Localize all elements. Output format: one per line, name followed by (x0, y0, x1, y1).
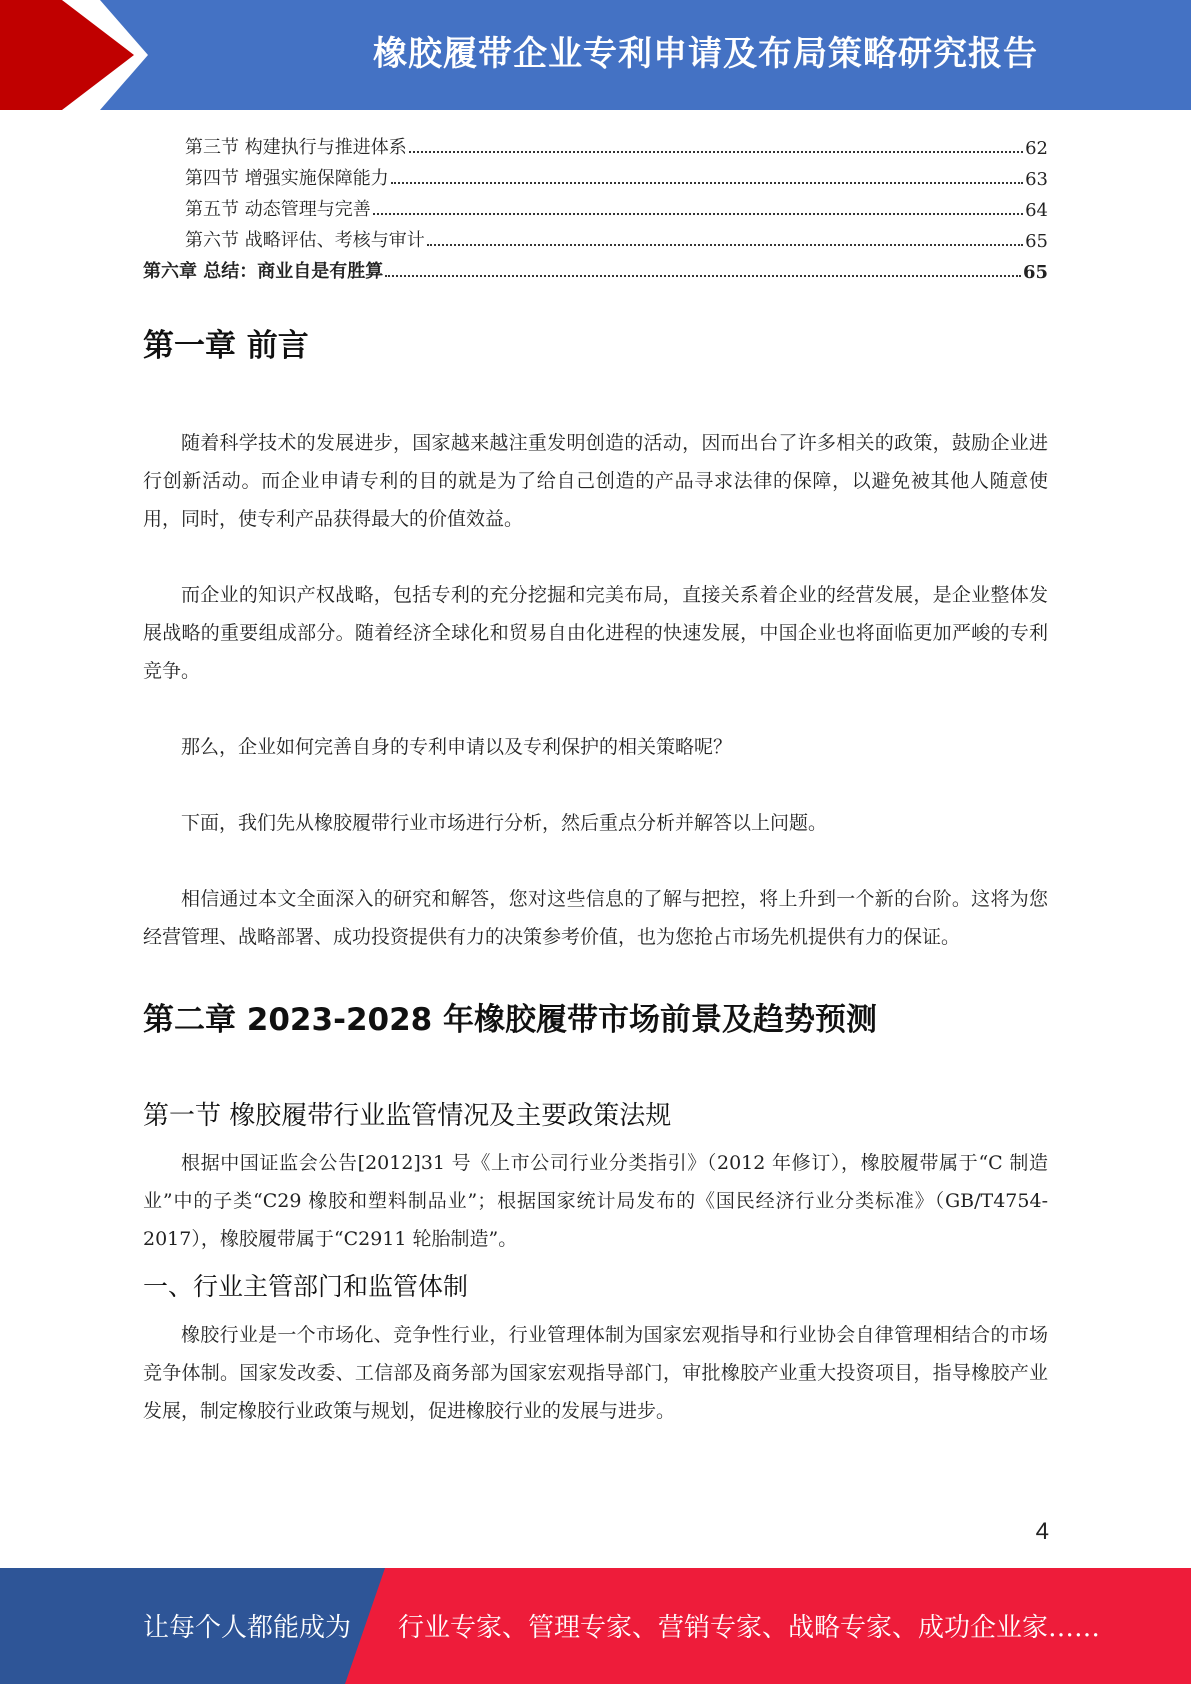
toc-entry-page: 62 (1025, 138, 1048, 159)
toc-entry-title: 第六节 战略评估、考核与审计 (185, 230, 425, 251)
toc-leader-dots (391, 181, 1023, 184)
toc-entry[interactable] (143, 221, 1048, 252)
toc-entry-page: 63 (1025, 169, 1048, 190)
toc-leader-dots (409, 150, 1023, 153)
toc-entry-page: 64 (1025, 200, 1048, 221)
paragraph: 随着科学技术的发展进步，国家越来越注重发明创造的活动，因而出台了许多相关的政策，鼓励企业进行创新活动。而企业申请专利的目的就是为了给自己创造的产品寻求法律的保障，以避免被其他人随意使用，同时，使专利产品获得最大的价值效益。 (143, 432, 1048, 530)
section-1-heading: 第一节 橡胶履带行业监管情况及主要政策法规 (143, 1101, 672, 1131)
footer-slogan-left: 让每个人都能成为 (143, 1613, 352, 1643)
paragraph: 下面，我们先从橡胶履带行业市场进行分析，然后重点分析并解答以上问题。 (181, 812, 828, 834)
paragraph: 根据中国证监会公告[2012]31 号《上市公司行业分类指引》（2012 年修订），橡胶履带属于“C 制造业”中的子类“C29 橡胶和塑料制品业”；根据国家统计局发布的《国民经济行业分类标准》（GB/T4754-2017），橡胶履带属于“C2911 轮胎制造”。 (143, 1152, 1048, 1250)
toc-entry-title: 第四节 增强实施保障能力 (185, 168, 389, 189)
paragraph: 那么，企业如何完善自身的专利申请以及专利保护的相关策略呢？ (181, 736, 733, 758)
toc-entry-page: 65 (1025, 231, 1048, 252)
chapter-1-heading: 第一章 前言 (143, 328, 309, 364)
toc-entry[interactable] (143, 190, 1048, 221)
toc-entry-title: 第六章 总结：商业自是有胜算 (143, 261, 384, 282)
toc-leader-dots (373, 212, 1023, 215)
toc-entry-chapter[interactable] (143, 252, 1048, 283)
main-content (143, 320, 1048, 1430)
page-header (0, 0, 1191, 110)
toc-entry[interactable] (143, 159, 1048, 190)
paragraph: 相信通过本文全面深入的研究和解答，您对这些信息的了解与把控，将上升到一个新的台阶。这将为您经营管理、战略部署、成功投资提供有力的决策参考价值，也为您抢占市场先机提供有力的保证。 (143, 888, 1048, 948)
paragraph: 而企业的知识产权战略，包括专利的充分挖掘和完美布局，直接关系着企业的经营发展，是企业整体发展战略的重要组成部分。随着经济全球化和贸易自由化进程的快速发展，中国企业也将面临更加严峻的专利竞争。 (143, 584, 1048, 682)
chapter-2-heading: 第二章 2023-2028 年橡胶履带市场前景及趋势预测 (143, 1002, 878, 1038)
report-title: 橡胶履带企业专利申请及布局策略研究报告 (373, 34, 1038, 74)
toc-entry-page: 65 (1022, 262, 1048, 283)
paragraph: 橡胶行业是一个市场化、竞争性行业，行业管理体制为国家宏观指导和行业协会自律管理相结合的市场竞争体制。国家发改委、工信部及商务部为国家宏观指导部门，审批橡胶产业重大投资项目，指导橡胶产业发展，制定橡胶行业政策与规划，促进橡胶行业的发展与进步。 (143, 1324, 1048, 1422)
page-number: 4 (1035, 1518, 1049, 1545)
page-footer (0, 1568, 1191, 1684)
toc-leader-dots (385, 274, 1021, 277)
footer-slogan-right: 行业专家、管理专家、营销专家、战略专家、成功企业家…… (398, 1613, 1101, 1643)
toc-entry-title: 第五节 动态管理与完善 (185, 199, 371, 220)
table-of-contents (143, 128, 1048, 283)
toc-leader-dots (427, 243, 1023, 246)
subsection-heading: 一、行业主管部门和监管体制 (143, 1272, 469, 1301)
toc-entry[interactable] (143, 128, 1048, 159)
toc-entry-title: 第三节 构建执行与推进体系 (185, 137, 407, 158)
